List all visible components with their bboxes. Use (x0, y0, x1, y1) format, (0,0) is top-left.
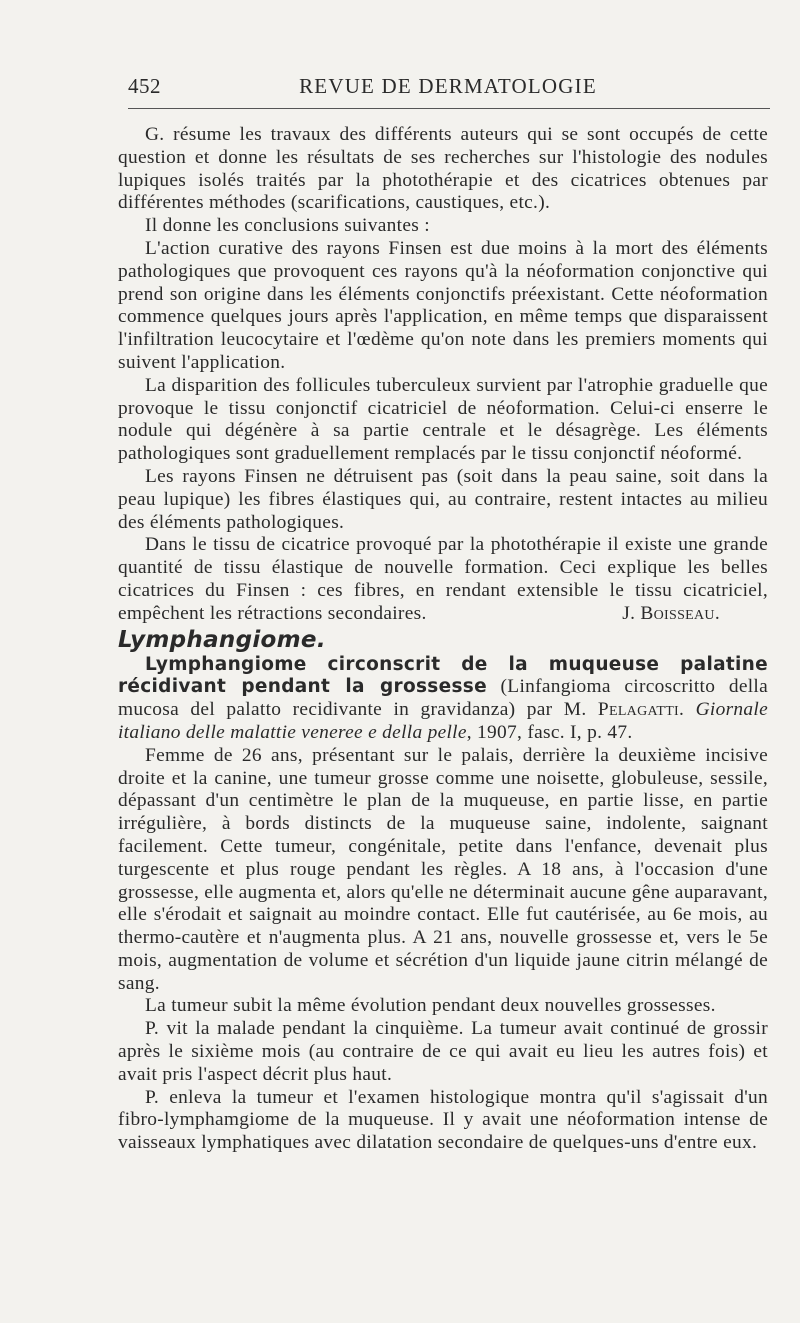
page-body (118, 124, 768, 1155)
review1-paragraph-3: L'action curative des rayons Finsen est due moins à la mort des éléments pathologiques que provoquent ces rayons qu'à la néoformation conjonctive qui prend son origine dans les éléments conjonctifs préexistant. Cette néoformation commence quelques jours après l'application, en même temps que disparaissent l'infiltration leucocytaire et l'œdème qu'on note dans les premiers moments qui suivent l'application. (118, 237, 768, 373)
italian-title: (Linfangioma circoscritto della mucosa del palatto recidivante in gravidanza) par M. (118, 676, 769, 721)
citation: , 1907, fasc. I, p. 47. (466, 721, 633, 743)
author-separator: . (679, 699, 696, 721)
review1-last-paragraph-text: Dans le tissu de cicatrice provoqué par la photothérapie il existe une grande quantité de tissu élastique de nouvelle formation. Ceci explique les belles cicatrices du Finsen : ces fibres, en rendant extensible le tissu cicatriciel, empêchent les rétractions secondaires. (118, 534, 768, 624)
review2-paragraph-2: La tumeur subit la même évolution pendant deux nouvelles grossesses. (145, 995, 716, 1017)
article-title: Lymphangiome circonscrit de la muqueuse palatine récidivant pendant la grossesse (118, 653, 768, 698)
page-number: 452 (128, 74, 161, 98)
review2-paragraph-1: Femme de 26 ans, présentant sur le palais, derrière la deuxième incisive droite et la canine, une tumeur grosse comme une noisette, globuleuse, sessile, dépassant d'un centimètre le plan de la muqueuse, en partie lisse, en partie irrégulière, à bords distincts de la muqueuse saine, indolente, saignant facilement. Cette tumeur, congénitale, petite dans l'enfance, devenait plus turgescente et plus rouge pendant les règles. A 18 ans, à l'occasion d'une grossesse, elle augmenta et, alors qu'elle ne déterminait aucune gêne auparavant, elle s'érodait et saignait au moindre contact. Elle fut cautérisée, au 6e mois, au thermo-cautère et n'augmenta plus. A 21 ans, nouvelle grossesse et, vers le 5e mois, augmentation de volume et sécrétion d'un liquide jaune citrin mélangé de sang. (118, 744, 768, 994)
author-name: Pelagatti (597, 699, 680, 721)
review1-paragraph-6 (118, 534, 768, 625)
journal-name: Giornale italiano delle malattie veneree e della pelle (118, 699, 768, 743)
review2-heading-paragraph (118, 654, 768, 745)
review1-paragraph-2: Il donne les conclusions suivantes : (145, 215, 430, 237)
section-heading: Lymphangiome. (118, 626, 326, 653)
review1-paragraph-4: La disparition des follicules tuberculeux survient par l'atrophie graduelle que provoque le tissu conjonctif cicatriciel de néoformation. Celui-ci enserre le nodule qui dégénère à sa partie centrale et le désagrège. Les éléments pathologiques sont graduellement remplacés par le tissu conjonctif néoformé. (118, 374, 768, 465)
review1-paragraph-1: G. résume les travaux des différents auteurs qui se sont occupés de cette question et donne les résultats de ses recherches sur l'histologie des nodules lupiques isolés traités par la photothérapie et des cicatrices obtenues par différentes méthodes (scarifications, caustiques, etc.). (118, 124, 768, 214)
review1-paragraph-5: Les rayons Finsen ne détruisent pas (soit dans la peau saine, soit dans la peau lupique) les fibres élastiques qui, au contraire, restent intactes au milieu des éléments pathologiques. (118, 465, 768, 533)
page-header (128, 74, 768, 100)
review-signature: J. Boisseau. (622, 602, 720, 624)
running-title: REVUE DE DERMATOLOGIE (299, 74, 597, 98)
header-rule (128, 108, 770, 109)
review2-paragraph-4: P. enleva la tumeur et l'examen histologique montra qu'il s'agissait d'un fibro-lymphamgiome de la muqueuse. Il y avait une néoformation intense de vaisseaux lymphatiques avec dilatation secondaire de quelques-uns d'entre eux. (118, 1086, 768, 1154)
review2-paragraph-3: P. vit la malade pendant la cinquième. La tumeur avait continué de grossir après le sixième mois (au contraire de ce qui avait eu lieu les autres fois) et avait pris l'aspect décrit plus haut. (118, 1018, 768, 1085)
